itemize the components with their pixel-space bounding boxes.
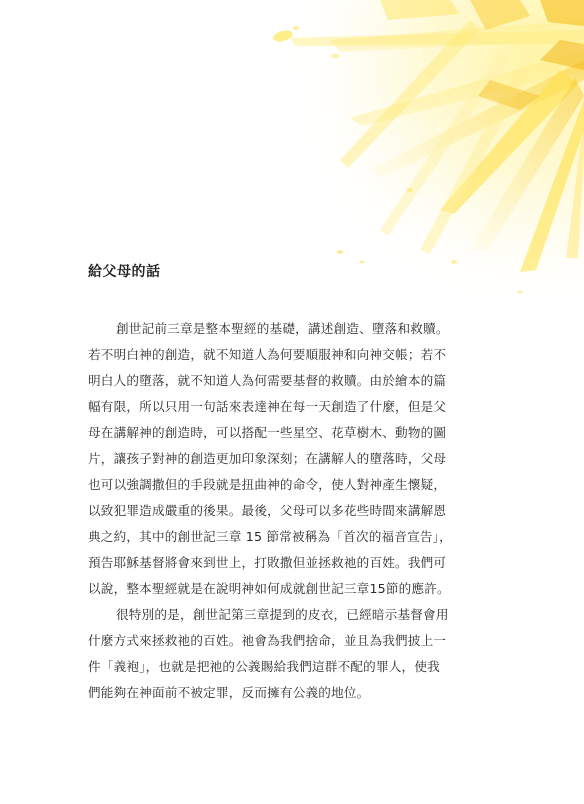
paragraph-line: 也可以強調撒但的手段就是扭曲神的命令，使人對神產生懷疑， xyxy=(88,477,447,492)
paragraph-line: 以致犯罪造成嚴重的後果。最後，父母可以多花些時間來講解恩 xyxy=(88,503,447,518)
paragraph-line: 什麼方式來拯救祂的百姓。祂會為我們捨命，並且為我們披上一 xyxy=(88,633,447,648)
paragraph-line: 預告耶穌基督將會來到世上，打敗撒但並拯救祂的百姓。我們可 xyxy=(88,555,447,570)
body-text xyxy=(88,316,500,706)
paragraph-line: 很特別的是，創世記第三章提到的皮衣，已經暗示基督會用 xyxy=(116,607,449,622)
paragraph-line: 件「義袍」，也就是把祂的公義賜給我們這群不配的罪人，使我 xyxy=(88,659,440,674)
paragraph-line: 幅有限，所以只用一句話來表達神在每一天創造了什麼，但是父 xyxy=(88,399,447,414)
paragraph-line: 片，讓孩子對神的創造更加印象深刻；在講解人的墮落時，父母 xyxy=(88,451,447,466)
paragraph-line: 以說，整本聖經就是在說明神如何成就創世記三章15節的應許。 xyxy=(88,581,450,596)
paragraph-line: 明白人的墮落，就不知道人為何需要基督的救贖。由於繪本的篇 xyxy=(88,373,447,388)
section-heading: 給父母的話 xyxy=(88,264,161,280)
paragraph-line: 典之約，其中的創世記三章 15 節常被稱為「首次的福音宣告」， xyxy=(88,529,452,544)
paragraph-line: 創世記前三章是整本聖經的基礎，講述創造、墮落和救贖。 xyxy=(116,321,449,336)
paragraph-line: 們能夠在神面前不被定罪，反而擁有公義的地位。 xyxy=(88,685,370,700)
paragraph-line: 若不明白神的創造，就不知道人為何要順服神和向神交帳；若不 xyxy=(88,347,447,362)
paragraph-line: 母在講解神的創造時，可以搭配一些星空、花草樹木、動物的圖 xyxy=(88,425,447,440)
